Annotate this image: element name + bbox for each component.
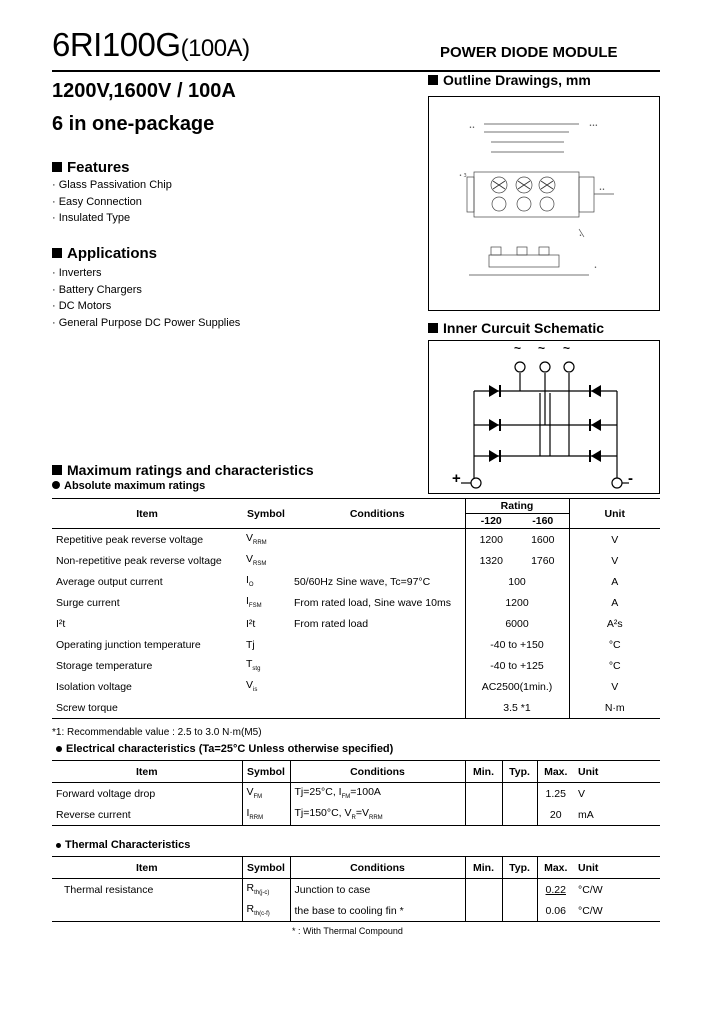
table-header-row: Item Symbol Conditions Min. Typ. Max. Unit [52, 761, 660, 783]
features-list [52, 177, 172, 227]
table-row: Reverse current $I_{RRM}$ Tj=150°C, $V_R=V_{RRM}$ 20 mA [52, 804, 660, 826]
table-row: Storage temperature $T_{stg}$ -40 to +125 °C [52, 655, 660, 676]
square-bullet-icon [428, 323, 438, 333]
table-row: Isolation voltage $V_{is}$ AC2500(1min.) V [52, 676, 660, 697]
table-row: I²t I²t From rated load 6000 A²s [52, 613, 660, 634]
model-number: 6RI100G [52, 26, 181, 63]
table-header-row: Item Symbol Conditions Rating Unit [52, 499, 660, 514]
thermal-table [52, 856, 660, 922]
svg-text:•: • [579, 233, 582, 239]
square-bullet-icon [428, 75, 438, 85]
package-label: 6 in one-package [52, 113, 215, 135]
square-bullet-icon [52, 162, 62, 172]
outline-heading: Outline Drawings, mm [428, 72, 591, 88]
schematic-heading: Inner Curcuit Schematic [428, 320, 604, 336]
outline-drawing [428, 96, 660, 311]
features-heading: Features [52, 159, 130, 176]
list-item: · Battery Chargers [52, 283, 142, 296]
list-item: · Easy Connection [52, 195, 142, 208]
list-item: · Inverters [52, 267, 102, 279]
max-ratings-heading: Maximum ratings and characteristics [52, 462, 314, 478]
table-row: Repetitive peak reverse voltage $V_{RRM}$ 1200 1600 V [52, 529, 660, 551]
table-row: Forward voltage drop $V_{FM}$ Tj=25°C, $I_{FM}=100A$ 1.25 V [52, 783, 660, 805]
round-bullet-icon [56, 843, 61, 848]
applications-heading: Applications [52, 245, 157, 262]
round-bullet-icon [56, 746, 62, 752]
applications-list [52, 265, 240, 331]
thermal-note: * : With Thermal Compound [292, 926, 403, 936]
schematic-box [428, 340, 660, 494]
svg-text:••: •• [469, 125, 475, 131]
square-bullet-icon [52, 465, 62, 475]
outline-drawing-svg [429, 97, 659, 310]
svg-text:• 3: • 3 [459, 173, 467, 179]
schematic-svg [429, 341, 659, 493]
table-row: Surge current $I_{FSM}$ From rated load, Sine wave 10ms 1200 A [52, 592, 660, 613]
model-title [52, 26, 250, 64]
svg-text:•: • [594, 265, 597, 271]
model-rating: (100A) [180, 35, 250, 62]
list-item: · Insulated Type [52, 212, 131, 224]
svg-text:••: •• [599, 187, 605, 193]
table-row: Non-repetitive peak reverse voltage $V_{RSM}$ 1320 1760 V [52, 550, 660, 571]
svg-text:•••: ••• [589, 123, 598, 129]
product-type: POWER DIODE MODULE [440, 44, 618, 61]
table-row: Operating junction temperature Tj -40 to +150 °C [52, 634, 660, 655]
electrical-table [52, 760, 660, 826]
table-header-row: -120 -160 [52, 514, 660, 529]
square-bullet-icon [52, 248, 62, 258]
list-item: · DC Motors [52, 300, 112, 312]
table-row: Screw torque 3.5 *1 N·m [52, 697, 660, 719]
round-bullet-icon [52, 481, 60, 489]
minus-terminal-label: - [628, 470, 633, 487]
torque-note: *1: Recommendable value : 2.5 to 3.0 N·m(M5) [52, 727, 262, 738]
table-row: Average output current $I_O$ 50/60Hz Sine wave, Tc=97°C 100 A [52, 571, 660, 592]
voltage-current: 1200V,1600V / 100A [52, 80, 236, 102]
table-row: $R_{th(c-f)}$ the base to cooling fin * 0.06 °C/W [52, 900, 660, 922]
list-item: · Glass Passivation Chip [52, 179, 172, 191]
max-ratings-table [52, 498, 660, 719]
table-header-row: Item Symbol Conditions Min. Typ. Max. Unit [52, 857, 660, 879]
electrical-heading: Electrical characteristics (Ta=25°C Unless otherwise specified) [56, 743, 393, 755]
ac-terminal-label: ~ [563, 341, 571, 355]
thermal-heading: Thermal Characteristics [56, 839, 190, 851]
ac-terminal-label: ~ [514, 341, 522, 355]
ac-terminal-label: ~ [538, 341, 546, 355]
table-row: Thermal resistance $R_{th(j-c)}$ Junction to case 0.22 °C/W [52, 879, 660, 901]
plus-terminal-label: + [452, 470, 461, 487]
list-item: · General Purpose DC Power Supplies [52, 316, 241, 329]
abs-max-subheading: Absolute maximum ratings [52, 480, 205, 492]
